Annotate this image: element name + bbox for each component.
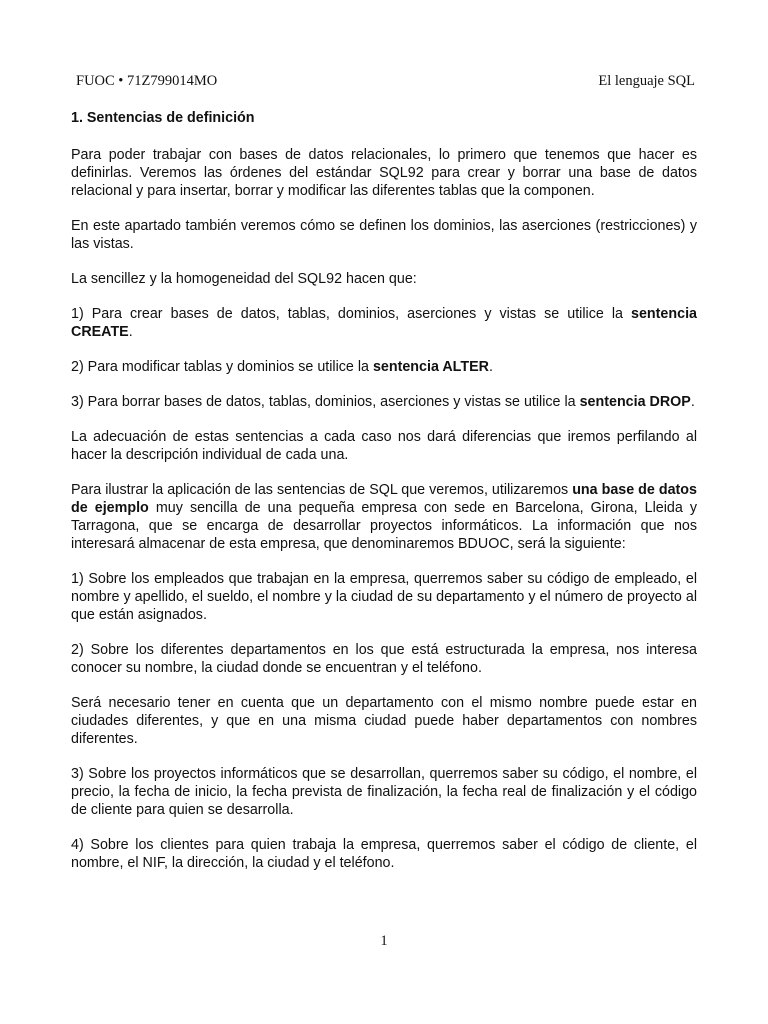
paragraph: Será necesario tener en cuenta que un departamento con el mismo nombre puede estar en ciudades diferentes, y que en una misma ciudad puede haber departamentos con nombres diferentes. bbox=[71, 695, 697, 747]
emphasis-create: sentencia CREATE bbox=[71, 306, 697, 340]
paragraph: En este apartado también veremos cómo se definen los dominios, las aserciones (restricciones) y las vistas. bbox=[71, 218, 697, 252]
emphasis-example-db: una base de datos de ejemplo bbox=[71, 482, 697, 516]
emphasis-alter: sentencia ALTER bbox=[372, 359, 489, 375]
paragraph: 2) Sobre los diferentes departamentos en los que está estructurada la empresa, nos interesa conocer su nombre, la ciudad donde se encuentran y el teléfono. bbox=[71, 642, 697, 676]
paragraph-drop: 3) Para borrar bases de datos, tablas, dominios, aserciones y vistas se utilice la sentencia DROP. bbox=[71, 394, 695, 410]
paragraph: 1) Sobre los empleados que trabajan en la empresa, querremos saber su código de empleado, el nombre y apellido, el sueldo, el nombre y la ciudad de su departamento y el número de proyecto al que están asignados. bbox=[71, 571, 697, 623]
paragraph: 3) Sobre los proyectos informáticos que se desarrollan, querremos saber su código, el nombre, el precio, la fecha de inicio, la fecha prevista de finalización, la fecha real de finalización y el código de cliente para quien se desarrolla. bbox=[71, 766, 697, 818]
section-title: 1. Sentencias de definición bbox=[71, 110, 255, 126]
emphasis-drop: sentencia DROP bbox=[579, 394, 691, 410]
paragraph-example-db: Para ilustrar la aplicación de las sentencias de SQL que veremos, utilizaremos una base de datos de ejemplo muy sencilla de una pequeña empresa con sede en Barcelona, Girona, Lleida y Tarragona, que se encarga de desarrollar proyectos informáticos. La información que nos interesará almacenar de esta empresa, que denominaremos BDUOC, será la siguiente: bbox=[71, 482, 697, 552]
page-header bbox=[76, 73, 695, 90]
paragraph: 4) Sobre los clientes para quien trabaja la empresa, querremos saber el código de cliente, el nombre, el NIF, la dirección, la ciudad y el teléfono. bbox=[71, 837, 697, 871]
paragraph: La adecuación de estas sentencias a cada caso nos dará diferencias que iremos perfilando al hacer la descripción individual de cada una. bbox=[71, 429, 697, 463]
paragraph-create: 1) Para crear bases de datos, tablas, dominios, aserciones y vistas se utilice la sentencia CREATE. bbox=[71, 306, 697, 340]
header-right: El lenguaje SQL bbox=[598, 73, 695, 89]
paragraph-alter: 2) Para modificar tablas y dominios se utilice la sentencia ALTER. bbox=[71, 359, 493, 375]
paragraph: La sencillez y la homogeneidad del SQL92 hacen que: bbox=[71, 271, 417, 287]
paragraph: Para poder trabajar con bases de datos relacionales, lo primero que tenemos que hacer es definirlas. Veremos las órdenes del estándar SQL92 para crear y borrar una base de datos relacional y para insertar, borrar y modificar las diferentes tablas que la componen. bbox=[71, 147, 697, 199]
header-left: FUOC • 71Z799014MO bbox=[76, 73, 218, 89]
page-content bbox=[71, 109, 697, 889]
page-number: 1 bbox=[380, 933, 388, 949]
